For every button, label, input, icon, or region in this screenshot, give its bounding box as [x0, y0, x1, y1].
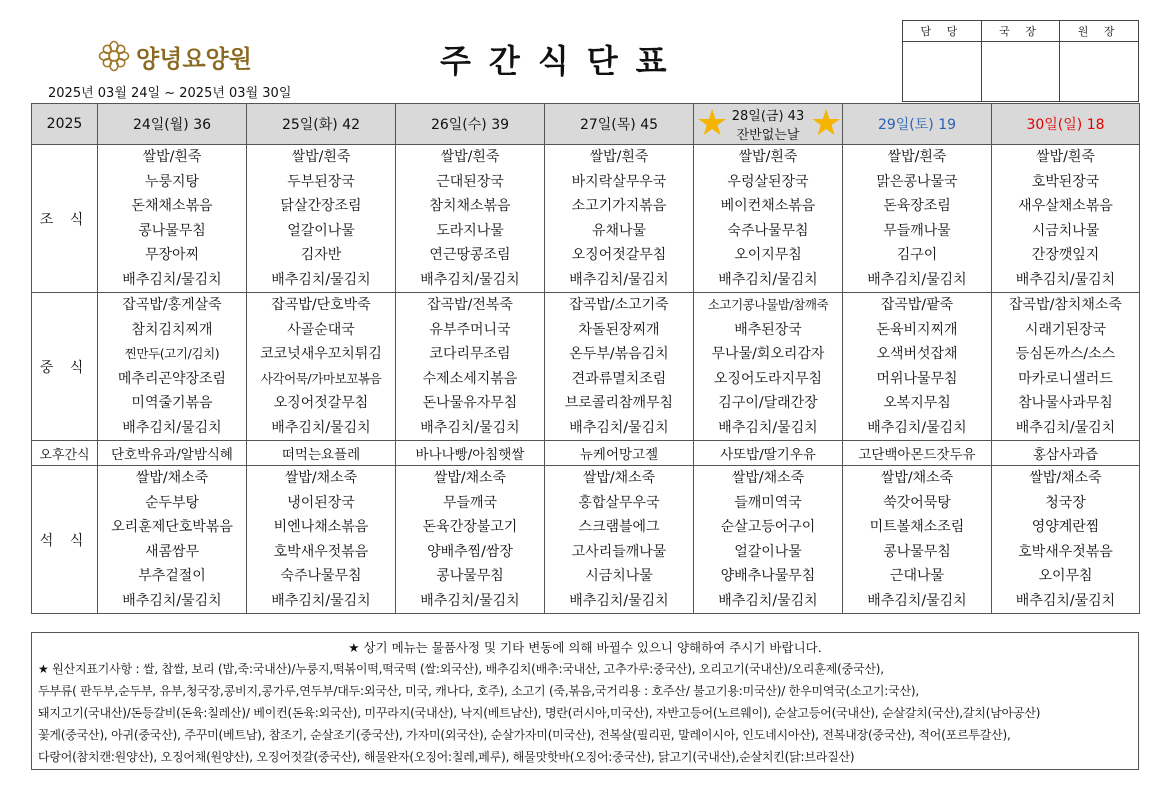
- menu-item: 쌀밥/채소죽: [582, 470, 656, 486]
- menu-item: 맑은콩나물국: [876, 173, 958, 190]
- day-header: [98, 104, 247, 145]
- menu-item: 배추김치/물김치: [271, 592, 371, 609]
- menu-item: 잡곡밥/단호박죽: [271, 297, 371, 313]
- menu-item: 배추김치/물김치: [718, 592, 818, 609]
- day-header-label: 30일(일) 18: [1026, 117, 1105, 133]
- meal-label: 오후간식: [32, 441, 98, 466]
- menu-item: 우렁살된장국: [727, 173, 809, 190]
- day-header: [545, 104, 694, 145]
- snack-cell: 단호박유과/알밤식혜: [98, 441, 247, 466]
- menu-item: 배추김치/물김치: [420, 592, 520, 609]
- menu-item: 도라지나물: [436, 222, 504, 239]
- star-icon: ★: [810, 103, 843, 144]
- approval-sign-slot: [903, 42, 982, 102]
- menu-cell: [843, 293, 992, 441]
- menu-item: 코다리무조림: [429, 346, 511, 362]
- approval-label: 담 당: [903, 21, 982, 42]
- menu-item: 배추김치/물김치: [1015, 592, 1116, 609]
- menu-item: 쌀밥/흰죽: [887, 149, 947, 165]
- menu-item: 메추리곤약장조림: [117, 370, 227, 387]
- menu-item: 배추김치/물김치: [569, 271, 669, 288]
- menu-item: 배추된장국: [734, 321, 802, 338]
- menu-item: 참치채소볶음: [429, 198, 511, 214]
- menu-item: 양배추찜/쌈장: [427, 543, 513, 560]
- approval-box: [902, 20, 1139, 102]
- approval-sign-slot: [1060, 42, 1139, 102]
- origin-line: 다랑어(참치캔:원양산), 오징어채(원양산), 오징어젓갈(중국산), 해물완자(오징어:칠레,페루), 해물맛핫바(오징어:중국산), 닭고기(국내산),순살치킨(닭:브라질산): [38, 750, 855, 764]
- menu-item: 배추김치/물김치: [569, 592, 669, 609]
- menu-item: 찐만두(고기/김치): [124, 346, 220, 361]
- menu-item: 오징어도라지무침: [713, 370, 823, 387]
- day-header: [992, 104, 1140, 145]
- menu-item: 순살고등어구이: [720, 519, 816, 535]
- menu-cell: [694, 145, 843, 293]
- menu-item: 소고기가지볶음: [571, 198, 667, 214]
- menu-item: 배추김치/물김치: [718, 419, 818, 436]
- menu-item: 온두부/볶음김치: [569, 346, 669, 362]
- menu-item: 시래기된장국: [1024, 321, 1107, 338]
- menu-item: 쌀밥/흰죽: [291, 149, 351, 165]
- menu-item: 견과류멸치조림: [571, 370, 667, 387]
- menu-item: 무들깨나물: [883, 222, 951, 239]
- menu-item: 김구이/달래간장: [718, 395, 818, 411]
- menu-item: 오징어젓갈무침: [571, 247, 667, 263]
- day-header-label: 28일(금) 43: [731, 109, 805, 124]
- menu-item: 쌀밥/흰죽: [440, 149, 500, 165]
- snack-cell: 사또밥/딸기우유: [694, 441, 843, 466]
- menu-cell: [545, 466, 694, 614]
- menu-item: 고사리들깨나물: [571, 543, 667, 560]
- snack-cell: 바나나빵/아침햇쌀: [396, 441, 545, 466]
- day-header-label: 29일(토) 19: [877, 117, 957, 133]
- day-header: [396, 104, 545, 145]
- menu-cell: [992, 293, 1140, 441]
- menu-item: 오이지무침: [734, 247, 802, 263]
- origin-line: 두부류( 판두부,순두부, 유부,청국장,콩비지,콩가루,연두부/대두:외국산, 미국, 캐나다, 호주), 소고기 (죽,볶음,국거리용 : 호주산/ 불고기용:미국산)/ 한우미역국(소고기:국산),: [38, 684, 920, 698]
- menu-item: 숙주나물무침: [280, 568, 362, 584]
- menu-item: 잡곡밥/팥죽: [880, 297, 954, 313]
- snack-row: [32, 441, 1140, 466]
- menu-cell: [992, 466, 1140, 614]
- menu-item: 콩나물무침: [436, 568, 504, 584]
- menu-item: 쌀밥/흰죽: [142, 149, 202, 165]
- origin-line: 돼지고기(국내산)/돈등갈비(돈육:칠레산)/ 베이컨(돈육:외국산), 미꾸라지(국내산), 낙지(베트남산), 명란(러시아,미국산), 자반고등어(노르웨이), 순살고등어(국내산), 순살갈치(국산),갈치(남아공산): [38, 706, 1041, 720]
- approval-sign-slot: [981, 42, 1060, 102]
- menu-item: 비엔나채소볶음: [273, 519, 369, 535]
- menu-item: 배추김치/물김치: [867, 419, 967, 436]
- day-header: [694, 104, 843, 145]
- menu-item: 미트볼채소조림: [869, 519, 965, 535]
- snack-cell: 고단백아몬드잣두유: [843, 441, 992, 466]
- menu-item: 잡곡밥/전복죽: [427, 297, 513, 313]
- menu-item: 베이컨채소볶음: [720, 198, 816, 214]
- menu-cell: [98, 293, 247, 441]
- day-header-label: 24일(월) 36: [132, 117, 212, 133]
- menu-item: 청국장: [1045, 494, 1086, 511]
- menu-item: 호박새우젓볶음: [273, 543, 369, 560]
- menu-cell: [992, 145, 1140, 293]
- menu-item: 코코넛새우꼬치튀김: [260, 346, 382, 362]
- header-row: [32, 104, 1140, 145]
- day-header: [247, 104, 396, 145]
- menu-item: 무들깨국: [442, 494, 498, 511]
- menu-item: 김자반: [300, 247, 342, 263]
- menu-item: 배추김치/물김치: [271, 271, 371, 288]
- menu-cell: [396, 145, 545, 293]
- menu-item: 유부주머니국: [429, 321, 511, 338]
- menu-item: 쌀밥/흰죽: [589, 149, 649, 165]
- menu-item: 오리훈제단호박볶음: [111, 519, 233, 535]
- menu-item: 잡곡밥/홍게살죽: [122, 297, 222, 313]
- menu-item: 얼갈이나물: [287, 222, 355, 239]
- meal-label: 중 식: [32, 293, 98, 441]
- notes-box: [31, 632, 1139, 770]
- menu-item: 유채나물: [591, 222, 647, 239]
- snack-cell: 떠먹는요플레: [247, 441, 396, 466]
- menu-item: 콩나물무침: [883, 543, 951, 560]
- logo-text: 양녕요양원: [136, 44, 252, 73]
- menu-item: 쌀밥/채소죽: [880, 470, 954, 486]
- menu-item: 오색버섯잡채: [876, 346, 958, 362]
- menu-item: 누룽지탕: [144, 173, 200, 190]
- menu-item: 순두부탕: [144, 494, 200, 511]
- menu-cell: [396, 293, 545, 441]
- menu-item: 호박된장국: [1031, 173, 1100, 190]
- menu-cell: [545, 293, 694, 441]
- no-leftover-day-label: 잔반없는날: [736, 128, 800, 143]
- menu-item: 참치김치찌개: [131, 321, 213, 338]
- menu-item: 머위나물무침: [876, 370, 958, 387]
- menu-item: 배추김치/물김치: [420, 271, 520, 288]
- approval-label: 원 장: [1060, 21, 1139, 42]
- menu-cell: [247, 466, 396, 614]
- menu-item: 잡곡밥/참치채소죽: [1009, 297, 1122, 313]
- page-title: 주간식단표: [440, 42, 685, 80]
- menu-cell: [545, 145, 694, 293]
- menu-cell: [694, 293, 843, 441]
- menu-item: 등심돈까스/소스: [1015, 346, 1116, 362]
- menu-item: 돈육장조림: [883, 198, 951, 214]
- day-header-label: 26일(수) 39: [430, 117, 510, 133]
- menu-item: 차돌된장찌개: [578, 321, 660, 338]
- dinner-row: [32, 466, 1140, 614]
- menu-item: 마카로니샐러드: [1018, 370, 1113, 387]
- menu-item: 새우살채소볶음: [1018, 198, 1113, 214]
- menu-item: 배추김치/물김치: [867, 592, 967, 609]
- menu-item: 배추김치/물김치: [718, 271, 818, 288]
- menu-item: 콩나물무침: [138, 222, 206, 239]
- menu-item: 돈육간장불고기: [422, 519, 518, 535]
- menu-item: 홍합살무우국: [578, 494, 660, 511]
- year-cell: 2025: [32, 104, 98, 145]
- menu-item: 근대된장국: [436, 173, 504, 190]
- menu-item: 배추김치/물김치: [122, 592, 222, 609]
- menu-item: 얼갈이나물: [734, 543, 802, 560]
- menu-item: 배추김치/물김치: [867, 271, 967, 288]
- menu-item: 배추김치/물김치: [569, 419, 669, 436]
- menu-item: 쌀밥/흰죽: [1036, 149, 1095, 165]
- menu-item: 잡곡밥/소고기죽: [569, 297, 669, 313]
- menu-cell: [98, 145, 247, 293]
- menu-item: 배추김치/물김치: [420, 419, 520, 436]
- menu-cell: [843, 145, 992, 293]
- menu-item: 닭살간장조림: [280, 198, 362, 214]
- menu-item: 시금치나물: [585, 568, 653, 584]
- menu-item: 간장깻잎지: [1031, 247, 1100, 263]
- menu-item: 오이무침: [1038, 568, 1093, 584]
- menu-item: 들깨미역국: [734, 494, 802, 511]
- origin-line: ★ 원산지표기사항 : 쌀, 찹쌀, 보리 (밥,죽:국내산)/누룽지,떡볶이떡,떡국떡 (쌀:외국산), 배추김치(배추:국내산, 고추가루:중국산), 오리고기(국내산)/오리훈제(중국산),: [38, 662, 884, 676]
- menu-item: 새콤쌈무: [144, 543, 200, 560]
- menu-item: 미역줄기볶음: [131, 395, 213, 411]
- menu-cell: [396, 466, 545, 614]
- weekly-menu-table: [31, 103, 1140, 614]
- menu-cell: [247, 293, 396, 441]
- menu-item: 배추김치/물김치: [122, 419, 222, 436]
- menu-item: 돈채채소볶음: [131, 198, 213, 214]
- notice-text: ★ 상기 메뉴는 물품사정 및 기타 변동에 의해 바뀔수 있으니 양해하여 주시기 바랍니다.: [348, 640, 822, 655]
- date-range: 2025년 03월 24일 ~ 2025년 03월 30일: [48, 86, 292, 101]
- menu-item: 사골순대국: [287, 321, 355, 338]
- menu-item: 냉이된장국: [287, 494, 355, 511]
- menu-item: 스크램블에그: [578, 519, 660, 535]
- menu-item: 배추김치/물김치: [271, 419, 371, 436]
- logo: [98, 38, 252, 74]
- menu-item: 배추김치/물김치: [1015, 419, 1116, 436]
- menu-item: 쌀밥/채소죽: [135, 470, 209, 486]
- menu-item: 쑥갓어묵탕: [883, 494, 951, 511]
- menu-cell: [247, 145, 396, 293]
- breakfast-row: [32, 145, 1140, 293]
- snack-cell: 뉴케어망고젤: [545, 441, 694, 466]
- menu-item: 소고기콩나물밥/참깨죽: [707, 297, 829, 312]
- menu-item: 쌀밥/채소죽: [284, 470, 358, 486]
- menu-item: 부추겉절이: [138, 568, 206, 584]
- menu-item: 쌀밥/채소죽: [731, 470, 805, 486]
- meal-label: 조 식: [32, 145, 98, 293]
- day-header-label: 27일(목) 45: [579, 117, 659, 133]
- menu-item: 브로콜리참깨무침: [564, 395, 674, 411]
- menu-item: 참나물사과무침: [1018, 395, 1113, 411]
- menu-item: 양배추나물무침: [720, 568, 816, 584]
- menu-item: 배추김치/물김치: [122, 271, 222, 288]
- menu-item: 무장아찌: [144, 247, 200, 263]
- origin-line: 꽃게(중국산), 아귀(중국산), 주꾸미(베트남), 참조기, 순살조기(중국산), 가자미(외국산), 순살가자미(미국산), 전복살(필리핀, 말레이시아, 인도네시아산), 전복내장(중국산), 적어(포르투갈산),: [38, 728, 1011, 742]
- menu-item: 오복지무침: [883, 395, 951, 411]
- menu-item: 근대나물: [889, 568, 945, 584]
- menu-item: 수제소세지볶음: [422, 370, 518, 387]
- menu-cell: [694, 466, 843, 614]
- snack-cell: 홍삼사과즙: [992, 441, 1140, 466]
- flower-emblem-icon: [98, 40, 130, 72]
- menu-cell: [98, 466, 247, 614]
- menu-item: 쌀밥/채소죽: [1029, 470, 1102, 486]
- menu-item: 쌀밥/흰죽: [738, 149, 798, 165]
- menu-item: 돈육비지찌개: [876, 321, 958, 338]
- menu-item: 바지락살무우국: [571, 173, 667, 190]
- menu-item: 연근땅콩조림: [429, 247, 511, 263]
- menu-item: 돈나물유자무침: [422, 395, 518, 411]
- day-header: [843, 104, 992, 145]
- menu-item: 두부된장국: [287, 173, 355, 190]
- menu-item: 무나물/회오리감자: [711, 346, 825, 362]
- menu-item: 오징어젓갈무침: [273, 395, 369, 411]
- menu-item: 배추김치/물김치: [1015, 271, 1116, 288]
- meal-label: 석 식: [32, 466, 98, 614]
- star-icon: ★: [696, 103, 729, 144]
- menu-item: 영양계란찜: [1031, 519, 1100, 535]
- menu-item: 쌀밥/채소죽: [433, 470, 507, 486]
- menu-item: 김구이: [896, 247, 938, 263]
- lunch-row: [32, 293, 1140, 441]
- day-header-label: 25일(화) 42: [281, 117, 361, 133]
- approval-label: 국 장: [981, 21, 1060, 42]
- menu-item: 호박새우젓볶음: [1018, 543, 1113, 560]
- menu-item: 사각어묵/가마보꼬볶음: [260, 370, 382, 386]
- menu-cell: [843, 466, 992, 614]
- menu-item: 숙주나물무침: [727, 222, 809, 239]
- menu-item: 시금치나물: [1031, 222, 1100, 239]
